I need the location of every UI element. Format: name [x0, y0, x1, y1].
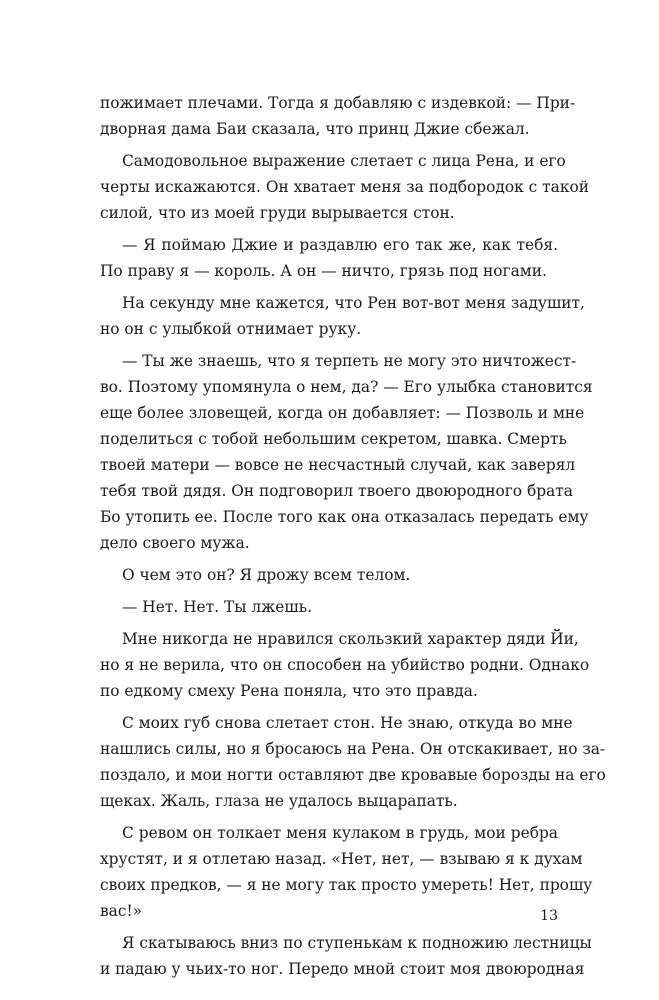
- text-line: С ревом он толкает меня кулаком в грудь, мои ребра: [122, 824, 558, 842]
- paragraph: [100, 626, 590, 704]
- text-line: черты искажаются. Он хватает меня за подбородок с такой: [100, 178, 589, 196]
- text-line: — Нет. Нет. Ты лжешь.: [122, 598, 312, 616]
- text-line: Самодовольное выражение слетает с лица Рена, и его: [122, 152, 566, 170]
- text-line: пожимает плечами. Тогда я добавляю с издевкой: — При-: [100, 94, 576, 112]
- paragraph: [100, 148, 589, 226]
- text-line: поделиться с тобой небольшим секретом, шавка. Смерть: [100, 430, 567, 448]
- paragraph: [100, 290, 585, 342]
- text-line: Мне никогда не нравился скользкий характер дяди Йи,: [122, 630, 579, 648]
- text-line: На секунду мне кажется, что Рен вот-вот меня задушит,: [122, 294, 585, 312]
- text-line: Я скатываюсь вниз по ступенькам к подножию лестницы: [122, 934, 592, 952]
- text-line: дело своего мужа.: [100, 534, 250, 552]
- text-line: — Я поймаю Джие и раздавлю его так же, как тебя.: [122, 236, 558, 254]
- text-line: — Ты же знаешь, что я терпеть не могу это ничтожест-: [122, 352, 577, 370]
- text-line: хрустят, и я отлетаю назад. «Нет, нет, — взываю я к духам: [100, 850, 583, 868]
- text-line: во. Поэтому упомянула о нем, да? — Его улыбка становится: [100, 378, 593, 396]
- text-line: силой, что из моей груди вырывается стон.: [100, 204, 455, 222]
- text-line: и падаю у чьих-то ног. Передо мной стоит моя двоюродная: [100, 960, 585, 978]
- text-line: по едкому смеху Рена поняла, что это правда.: [100, 682, 478, 700]
- paragraph: [100, 90, 576, 142]
- paragraph: [100, 232, 558, 284]
- text-line: но я не верила, что он способен на убийство родни. Однако: [100, 656, 590, 674]
- paragraph: [100, 710, 606, 814]
- text-line: Бо утопить ее. После того как она отказалась передать ему: [100, 508, 589, 526]
- text-line: дворная дама Баи сказала, что принц Джие сбежал.: [100, 120, 530, 138]
- text-line: своих предков, — я не могу так просто умереть! Нет, прошу: [100, 876, 593, 894]
- page-number: 13: [540, 908, 558, 924]
- text-line: С моих губ снова слетает стон. Не знаю, откуда во мне: [122, 714, 573, 732]
- text-line: поздало, и мои ногти оставляют две кровавые борозды на его: [100, 766, 606, 784]
- paragraph: [100, 594, 558, 620]
- text-line: вас!»: [100, 902, 143, 920]
- text-line: щеках. Жаль, глаза не удалось выцарапать.: [100, 792, 458, 810]
- text-line: тебя твой дядя. Он подговорил твоего двоюродного брата: [100, 482, 573, 500]
- paragraph: [100, 348, 593, 556]
- text-line: твоей матери — вовсе не несчастный случай, как заверял: [100, 456, 576, 474]
- paragraph: [100, 930, 592, 982]
- text-line: О чем это он? Я дрожу всем телом.: [122, 566, 411, 584]
- text-line: еще более зловещей, когда он добавляет: — Позволь и мне: [100, 404, 585, 422]
- text-line: но он с улыбкой отнимает руку.: [100, 320, 362, 338]
- paragraph: [100, 562, 558, 588]
- text-line: По праву я — король. А он — ничто, грязь под ногами.: [100, 262, 547, 280]
- body-text: [100, 90, 606, 988]
- text-line: нашлись силы, но я бросаюсь на Рена. Он отскакивает, но за-: [100, 740, 606, 758]
